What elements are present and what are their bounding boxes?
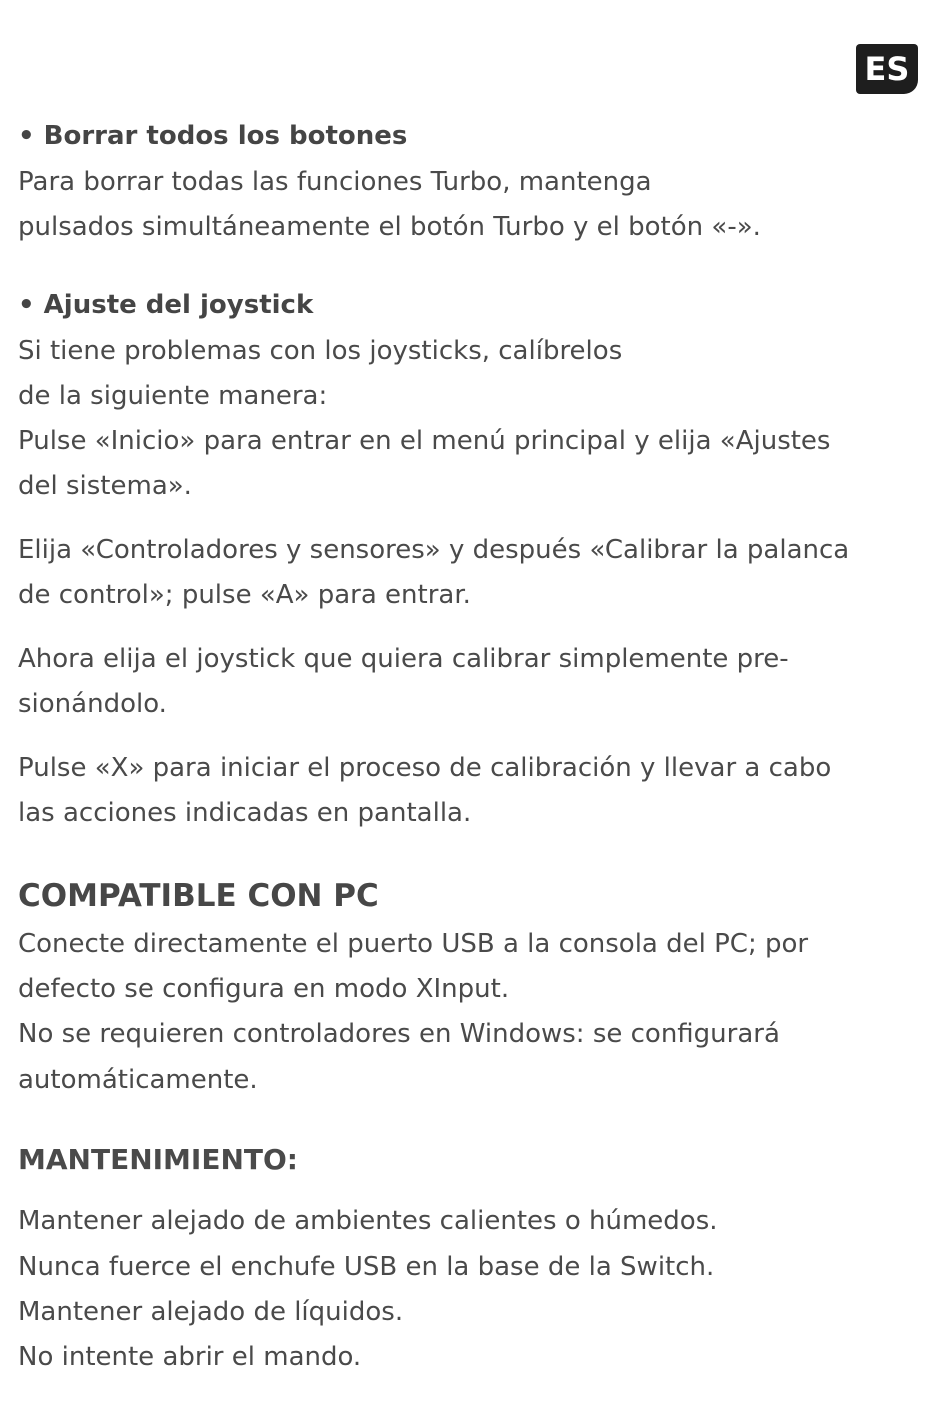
joystick-heading: • Ajuste del joystick — [18, 290, 314, 320]
joystick-line-5: Elija «Controladores y sensores» y después «Calibrar la palanca — [18, 535, 850, 565]
pc-line-1: Conecte directamente el puerto USB a la consola del PC; por — [18, 929, 809, 959]
maintenance-title: MANTENIMIENTO: — [18, 1143, 298, 1176]
pc-line-3: No se requieren controladores en Windows: se configurará — [18, 1019, 780, 1049]
maintenance-line-3: Mantener alejado de líquidos. — [18, 1297, 404, 1327]
joystick-line-1: Si tiene problemas con los joysticks, calíbrelos — [18, 336, 623, 366]
pc-line-4: automáticamente. — [18, 1065, 258, 1095]
joystick-line-8: sionándolo. — [18, 689, 167, 719]
maintenance-line-1: Mantener alejado de ambientes calientes o húmedos. — [18, 1206, 718, 1236]
clear-all-line-1: Para borrar todas las funciones Turbo, mantenga — [18, 167, 652, 197]
joystick-line-2: de la siguiente manera: — [18, 381, 328, 411]
pc-compat-title: COMPATIBLE CON PC — [18, 878, 379, 914]
joystick-line-6: de control»; pulse «A» para entrar. — [18, 580, 471, 610]
language-badge: ES — [856, 44, 918, 94]
joystick-line-10: las acciones indicadas en pantalla. — [18, 798, 472, 828]
joystick-line-3: Pulse «Inicio» para entrar en el menú principal y elija «Ajustes — [18, 426, 831, 456]
maintenance-line-4: No intente abrir el mando. — [18, 1342, 362, 1372]
joystick-line-7: Ahora elija el joystick que quiera calibrar simplemente pre- — [18, 644, 789, 674]
maintenance-line-2: Nunca fuerce el enchufe USB en la base de la Switch. — [18, 1252, 715, 1282]
pc-line-2: defecto se configura en modo XInput. — [18, 974, 510, 1004]
joystick-line-4: del sistema». — [18, 471, 192, 501]
clear-all-line-2: pulsados simultáneamente el botón Turbo y el botón «-». — [18, 212, 761, 242]
joystick-line-9: Pulse «X» para iniciar el proceso de calibración y llevar a cabo — [18, 753, 832, 783]
clear-all-heading: • Borrar todos los botones — [18, 121, 408, 151]
